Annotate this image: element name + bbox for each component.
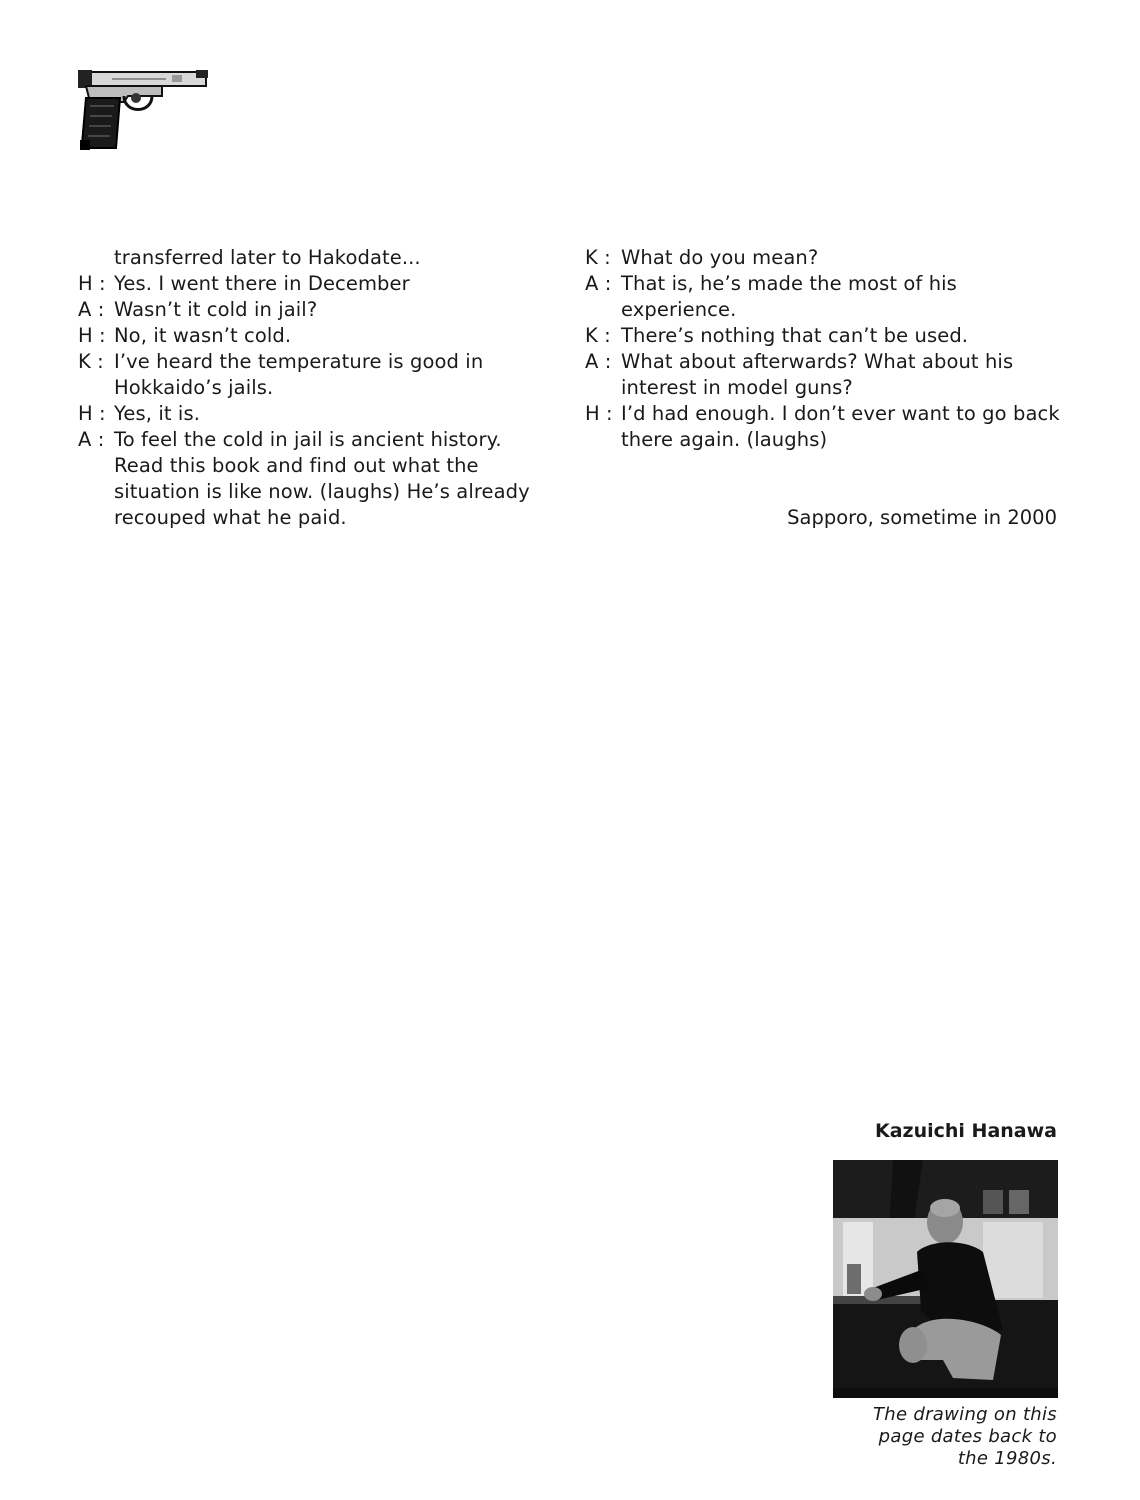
dialogue-text: That is, he’s made the most of his bbox=[621, 272, 957, 295]
dialogue-line bbox=[78, 349, 548, 375]
dialogue-line bbox=[78, 505, 548, 531]
photo-caption bbox=[827, 1404, 1057, 1470]
speaker-tag: K : bbox=[585, 324, 611, 347]
speaker-tag: H : bbox=[78, 272, 106, 295]
dialogue-text: interest in model guns? bbox=[621, 376, 853, 399]
dialogue-line bbox=[78, 375, 548, 401]
dialogue-text: experience. bbox=[621, 298, 737, 321]
dialogue-text: There’s nothing that can’t be used. bbox=[621, 324, 969, 347]
dialogue-line bbox=[585, 375, 1065, 401]
dialogue-line bbox=[585, 271, 1065, 297]
dialogue-line bbox=[585, 245, 1065, 271]
dialogue-line bbox=[585, 401, 1065, 427]
dialogue-text: Read this book and find out what the bbox=[114, 454, 479, 477]
dialogue-text: Yes. I went there in December bbox=[114, 272, 410, 295]
speaker-tag: A : bbox=[585, 272, 612, 295]
dialogue-text: Hokkaido’s jails. bbox=[114, 376, 274, 399]
dialogue-text: No, it wasn’t cold. bbox=[114, 324, 292, 347]
dialogue-text: Yes, it is. bbox=[114, 402, 201, 425]
dialogue-text: situation is like now. (laughs) He’s already bbox=[114, 480, 530, 503]
dialogue-line bbox=[585, 297, 1065, 323]
speaker-tag: H : bbox=[585, 402, 613, 425]
author-name: Kazuichi Hanawa bbox=[874, 1120, 1057, 1142]
dialogue-line bbox=[78, 297, 548, 323]
dialogue-line bbox=[585, 323, 1065, 349]
dialogue-text: I’ve heard the temperature is good in bbox=[114, 350, 484, 373]
speaker-tag: H : bbox=[78, 324, 106, 347]
interview-column-right bbox=[585, 245, 1065, 453]
dialogue-text: transferred later to Hakodate... bbox=[114, 246, 421, 269]
dialogue-line bbox=[78, 401, 548, 427]
speaker-tag: H : bbox=[78, 402, 106, 425]
dialogue-text: recouped what he paid. bbox=[114, 506, 347, 529]
speaker-tag: K : bbox=[585, 246, 611, 269]
speaker-tag: K : bbox=[78, 350, 104, 373]
dialogue-line bbox=[78, 271, 548, 297]
dialogue-line bbox=[78, 427, 548, 453]
dialogue-line bbox=[585, 349, 1065, 375]
speaker-tag: A : bbox=[78, 298, 105, 321]
dialogue-line bbox=[78, 479, 548, 505]
dialogue-line bbox=[78, 453, 548, 479]
dialogue-text: What do you mean? bbox=[621, 246, 819, 269]
speaker-tag: A : bbox=[78, 428, 105, 451]
dialogue-text: there again. (laughs) bbox=[621, 428, 828, 451]
dialogue-text: I’d had enough. I don’t ever want to go back bbox=[621, 402, 1060, 425]
caption-line: page dates back to bbox=[878, 1426, 1057, 1447]
dialogue-line bbox=[78, 323, 548, 349]
interview-column-left bbox=[78, 245, 548, 531]
dialogue-text: Wasn’t it cold in jail? bbox=[114, 298, 318, 321]
dialogue-line bbox=[585, 427, 1065, 453]
dialogue-text: What about afterwards? What about his bbox=[621, 350, 1014, 373]
author-photo bbox=[833, 1160, 1058, 1398]
dialogue-line bbox=[78, 245, 548, 271]
speaker-tag: A : bbox=[585, 350, 612, 373]
dialogue-text: To feel the cold in jail is ancient history. bbox=[114, 428, 502, 451]
dateline: Sapporo, sometime in 2000 bbox=[787, 506, 1057, 529]
caption-line: The drawing on this bbox=[872, 1404, 1057, 1425]
pistol-drawing-icon bbox=[76, 68, 212, 152]
caption-line: the 1980s. bbox=[957, 1448, 1057, 1469]
